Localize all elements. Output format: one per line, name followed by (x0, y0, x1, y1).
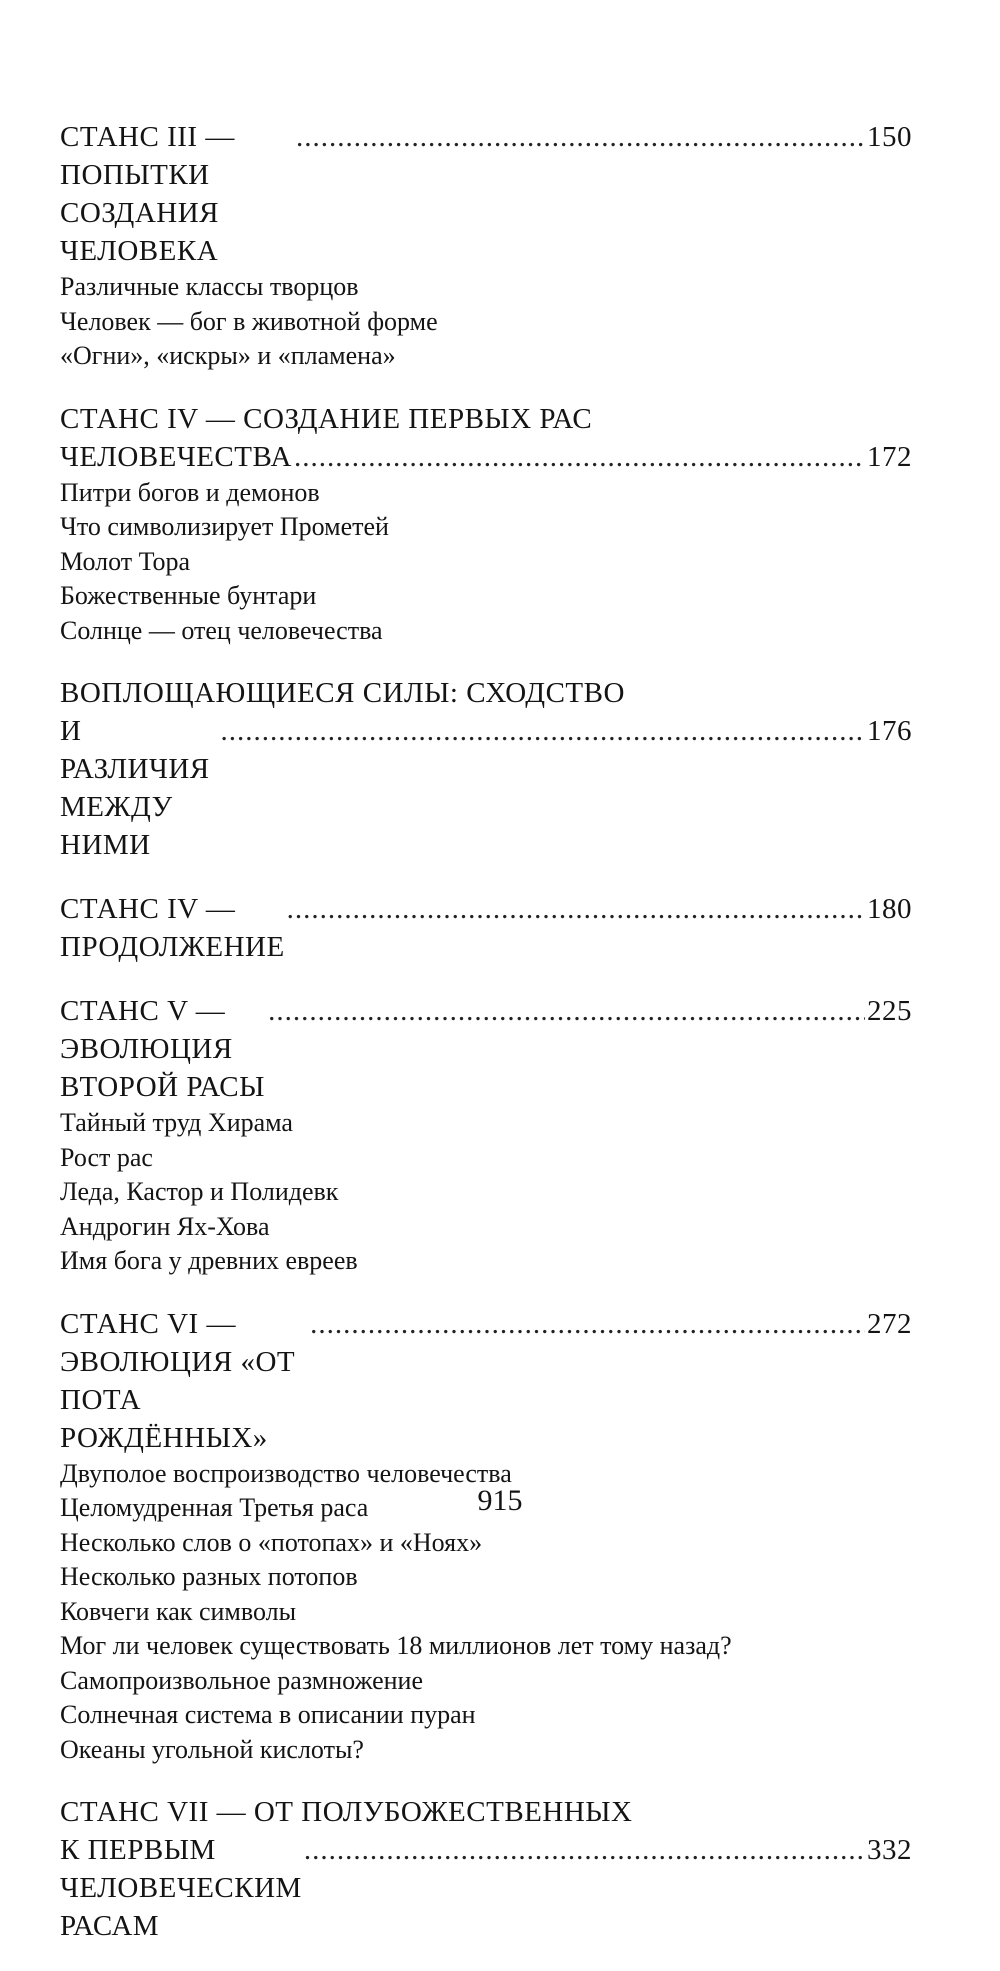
subsection-item: Божественные бунтари (60, 581, 317, 610)
toc-section (60, 890, 912, 966)
page-ref: 272 (867, 1307, 912, 1340)
leader-dots (304, 1831, 865, 1869)
page-ref: 176 (867, 715, 912, 747)
section-heading: СТАНС IV —ПРОДОЛЖЕНИЕ (60, 893, 285, 963)
subsection-item: Андрогин Ях-Хова (60, 1211, 270, 1241)
subsection-item: Ковчеги как символы (60, 1596, 297, 1626)
page-ref: 180 (867, 893, 912, 925)
leader-dots (287, 890, 865, 928)
subsection-item: Человек — бог в животной форме (60, 306, 438, 336)
subsection-item: Океаны угольной кислоты? (60, 1734, 364, 1764)
subsection-item: Рост рас (60, 1142, 153, 1172)
leader-dots (310, 1305, 865, 1343)
subsection-item: Несколько слов о «потопах» и «Ноях» (60, 1527, 483, 1557)
subsection-item: Несколько разных потопов (60, 1562, 358, 1591)
subsection-item: Солнце — отец человечества (60, 615, 383, 645)
toc-section (60, 674, 912, 864)
toc-section (60, 400, 912, 649)
subsection-item: Молот Тора (60, 546, 191, 576)
subsection-item: Самопроизвольное размножение (60, 1665, 423, 1695)
section-heading: СТАНС VII — ОТ ПОЛУБОЖЕСТВЕННЫХ (60, 1796, 633, 1828)
section-heading-row[interactable] (60, 890, 912, 966)
section-heading: К ПЕРВЫМ ЧЕЛОВЕЧЕСКИМ РАСАМ (60, 1834, 302, 1942)
page-number: 915 (477, 1484, 523, 1517)
subsection-item: Двуполое воспроизводство человечества (60, 1458, 512, 1488)
section-heading-row[interactable] (60, 118, 912, 270)
page-ref: 225 (867, 995, 912, 1027)
page-ref: 332 (867, 1834, 912, 1866)
subsection-item: Имя бога у древних евреев (60, 1246, 358, 1275)
section-heading: ВОПЛОЩАЮЩИЕСЯ СИЛЫ: СХОДСТВО (60, 677, 625, 709)
toc-section (60, 118, 912, 374)
toc-section (60, 992, 912, 1279)
page-ref: 150 (867, 121, 912, 153)
section-heading-row[interactable] (60, 438, 912, 476)
section-heading-row[interactable] (60, 712, 912, 864)
leader-dots (220, 712, 865, 750)
section-heading: СТАНС III — ПОПЫТКИ СОЗДАНИЯ ЧЕЛОВЕКА (60, 121, 235, 267)
subsection-item: Различные классы творцов (60, 272, 359, 301)
subsection-item: Что символизирует Прометей (60, 512, 389, 541)
table-of-contents (60, 118, 912, 1971)
toc-section (60, 1793, 912, 1945)
subsection-item: Солнечная система в описании пуран (60, 1700, 476, 1729)
subsection-item: Тайный труд Хирама (60, 1108, 293, 1137)
section-heading-row[interactable] (60, 1831, 912, 1945)
leader-dots (294, 438, 865, 476)
toc-section (60, 1305, 912, 1768)
page-ref: 172 (867, 440, 912, 473)
section-heading: СТАНС VI — ЭВОЛЮЦИЯ «ОТ ПОТА РОЖДЁННЫХ» (60, 1307, 296, 1454)
subsection-item: Мог ли человек существовать 18 миллионов лет тому назад? (60, 1631, 732, 1660)
subsection-item: Леда, Кастор и Полидевк (60, 1177, 339, 1206)
section-heading-row[interactable] (60, 1305, 912, 1457)
section-heading: И РАЗЛИЧИЯ МЕЖДУ НИМИ (60, 715, 210, 861)
subsection-item: Целомудренная Третья раса (60, 1493, 369, 1522)
subsection-item: «Огни», «искры» и «пламена» (60, 341, 396, 370)
subsection-item: Питри богов и демонов (60, 477, 320, 507)
section-heading-row[interactable] (60, 992, 912, 1106)
leader-dots (268, 992, 865, 1030)
section-heading: СТАНС IV — СОЗДАНИЕ ПЕРВЫХ РАС (60, 402, 593, 435)
leader-dots (296, 118, 865, 156)
section-heading: СТАНС V — ЭВОЛЮЦИЯ ВТОРОЙ РАСЫ (60, 995, 265, 1103)
section-heading: ЧЕЛОВЕЧЕСТВА (60, 440, 292, 473)
